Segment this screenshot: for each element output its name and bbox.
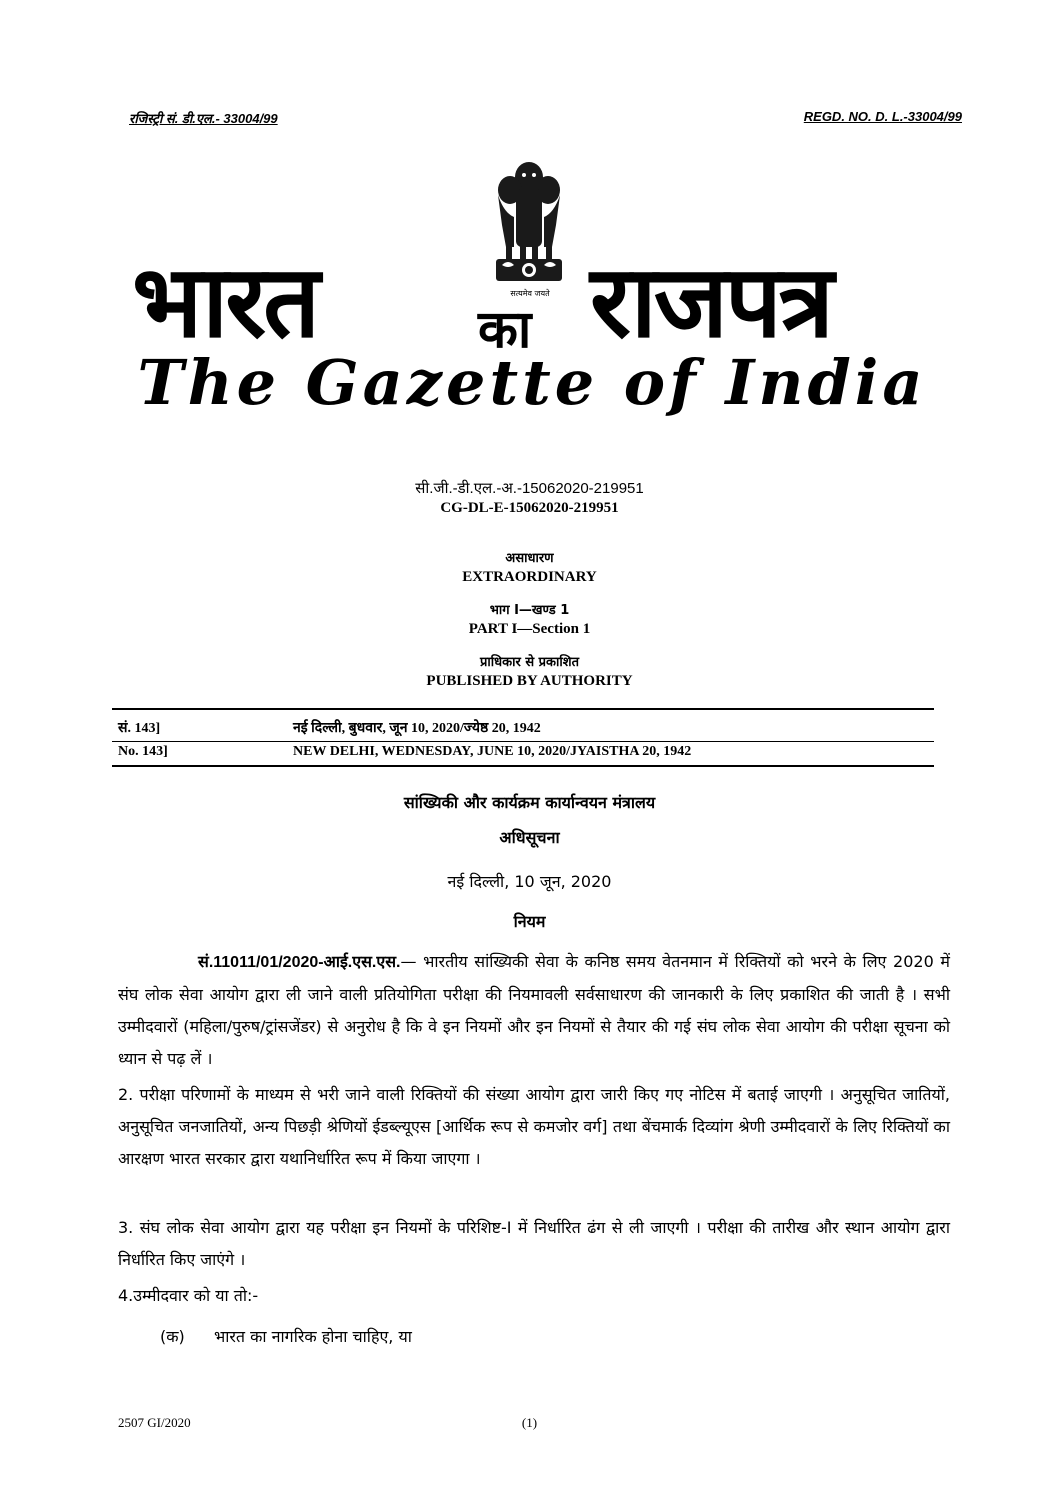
clause-marker: (क) — [160, 1327, 185, 1346]
divider-top — [112, 708, 934, 710]
issue-number-english: No. 143] — [118, 744, 168, 759]
masthead-hindi-ka: का — [478, 300, 532, 360]
masthead-english: The Gazette of India — [137, 346, 927, 419]
rules-heading: नियम — [513, 912, 546, 931]
extraordinary-english: EXTRAORDINARY — [462, 569, 597, 585]
issue-line-english — [118, 744, 934, 766]
national-emblem-icon — [484, 155, 574, 305]
notification-number: सं.11011/01/2020-आई.एस.एस. — [198, 954, 401, 971]
issue-date-hindi: नई दिल्ली, बुधवार, जून 10, 2020/ज्येष्ठ 20, 1942 — [293, 721, 541, 736]
paragraph-4: 4.उम्मीदवार को या तो:- — [118, 1286, 259, 1305]
published-by-authority-hindi: प्राधिकार से प्रकाशित — [480, 655, 579, 670]
gazette-code-hindi: सी.जी.-डी.एल.-अ.-15062020-219951 — [415, 480, 644, 497]
issue-number-hindi: सं. 143] — [118, 721, 161, 736]
divider-middle — [112, 741, 934, 742]
paragraph-3: 3. संघ लोक सेवा आयोग द्वारा यह परीक्षा इन नियमों के परिशिष्ट-I में निर्धारित ढंग से ली जाएगी । परीक्षा की तारीख और स्थान आयोग द्वारा निर्धारित किए जाएंगे । — [118, 1218, 950, 1269]
published-by-authority-english: PUBLISHED BY AUTHORITY — [426, 673, 633, 689]
clause-text: भारत का नागरिक होना चाहिए, या — [214, 1327, 412, 1346]
paragraph-1 — [118, 946, 950, 1075]
place-date: नई दिल्ली, 10 जून, 2020 — [447, 872, 612, 891]
extraordinary-hindi: असाधारण — [505, 551, 554, 566]
part-section-hindi: भाग I—खण्ड 1 — [489, 603, 570, 618]
masthead-hindi-rajpatra: राजपत्र — [590, 243, 831, 360]
part-section-english: PART I—Section 1 — [468, 621, 591, 637]
emblem-motto: सत्यमेव जयते — [510, 289, 550, 298]
footer-code: 2507 GI/2020 — [118, 1415, 191, 1430]
divider-bottom — [112, 765, 934, 767]
masthead-hindi-bharat: भारत — [132, 243, 318, 360]
paragraph-2: 2. परीक्षा परिणामों के माध्यम से भरी जाने वाली रिक्तियों की संख्या आयोग द्वारा जारी किए गए नोटिस में बताई जाएगी । अनुसूचित जातियों, अनुसूचित जनजातियों, अन्य पिछड़ी श्रेणियों ईडब्ल्यूएस [आर्थिक रूप से कमजोर वर्ग] तथा बेंचमार्क दिव्यांग श्रेणी उम्मीदवारों के लिए रिक्तियों का आरक्षण भारत सरकार द्वारा यथानिर्धारित रूप में किया जाएगा । — [118, 1085, 950, 1168]
issue-date-english: NEW DELHI, WEDNESDAY, JUNE 10, 2020/JYAISTHA 20, 1942 — [293, 744, 692, 759]
issue-line-hindi — [118, 718, 934, 740]
notification-heading: अधिसूचना — [499, 828, 560, 847]
gazette-code-english: CG-DL-E-15062020-219951 — [440, 500, 619, 516]
ministry-name: सांख्यिकी और कार्यक्रम कार्यान्वयन मंत्रालय — [403, 793, 656, 812]
paragraph-1-text: — भारतीय सांख्यिकी सेवा के कनिष्ठ समय वेतनमान में रिक्तियों को भरने के लिए 2020 में संघ लोक सेवा आयोग द्वारा ली जाने वाली प्रतियोगिता परीक्षा की नियमावली सर्वसाधारण की जानकारी के लिए प्रकाशित की जाती है । सभी उम्मीदवारों (महिला/पुरुष/ट्रांसजेंडर) से अनुरोध है कि वे इन नियमों और इन नियमों से तैयार की गई संघ लोक सेवा आयोग की परीक्षा सूचना को ध्यान से पढ़ लें । — [118, 952, 950, 1068]
page-number: (1) — [521, 1415, 538, 1430]
clause-ka — [160, 1325, 412, 1347]
regd-number-english: REGD. NO. D. L.-33004/99 — [803, 109, 962, 124]
regd-number-hindi: रजिस्ट्री सं. डी.एल.- 33004/99 — [129, 111, 278, 126]
